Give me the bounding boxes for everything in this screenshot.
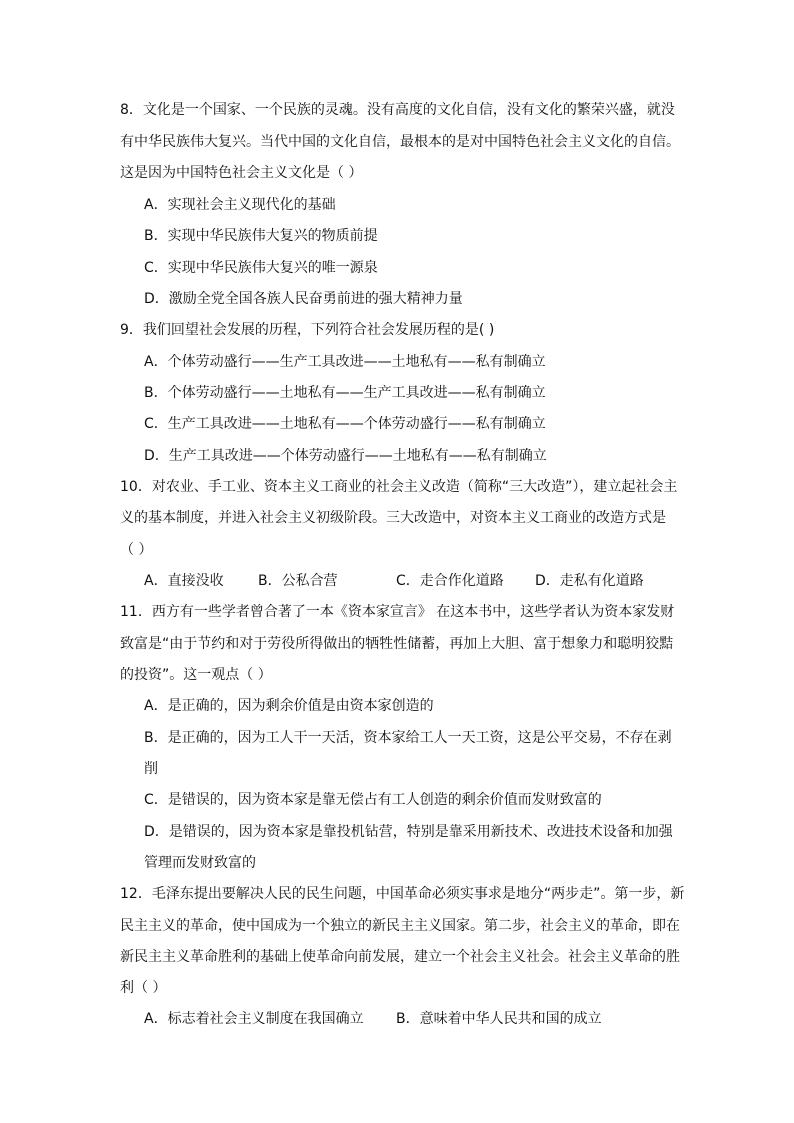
- question-12-stem-line-3: 新民主主义革命胜利的基础上使革命向前发展，建立一个社会主义社会。社会主义革命的胜: [120, 949, 680, 965]
- question-12-stem-line-2: 民主主义的革命，使中国成为一个独立的新民主主义国家。第二步，社会主义的革命，即在: [120, 918, 680, 934]
- question-11-option-d-line-2[interactable]: 管理而发财致富的: [144, 855, 256, 871]
- question-12-stem-line-1: 12．毛泽东提出要解决人民的民生问题，中国革命必须实事求是地分“两步走”。第一步，新: [120, 886, 685, 902]
- question-11-option-d-line-1[interactable]: D．是错误的，因为资本家是靠投机钻营，特别是靠采用新技术、改进技术设备和加强: [144, 824, 673, 840]
- question-10-stem-line-3: （ ）: [120, 542, 153, 558]
- question-10-option-c[interactable]: C．走合作化道路: [396, 573, 504, 589]
- question-9-option-b[interactable]: B．个体劳动盛行——土地私有——生产工具改进——私有制确立: [144, 385, 546, 401]
- question-10-stem-line-2: 义的基本制度，并进入社会主义初级阶段。三大改造中，对资本主义工商业的改造方式是: [120, 510, 666, 526]
- question-11-option-b-line-1[interactable]: B．是正确的，因为工人干一天活，资本家给工人一天工资，这是公平交易，不存在剥: [144, 730, 672, 746]
- question-11-stem-line-2: 致富是“由于节约和对于劳役所得做出的牺牲性储蓄，再加上大胆、富于想象力和聪明狡黠: [120, 636, 674, 652]
- question-10-option-a[interactable]: A．直接没收: [144, 573, 224, 589]
- question-10-stem-line-1: 10．对农业、手工业、资本主义工商业的社会主义改造（简称“三大改造”），建立起社会主: [120, 479, 678, 495]
- question-8-stem-line-3: 这是因为中国特色社会主义文化是（ ）: [120, 165, 363, 181]
- question-8-option-a[interactable]: A．实现社会主义现代化的基础: [144, 197, 336, 213]
- question-9-option-c[interactable]: C．生产工具改进——土地私有——个体劳动盛行——私有制确立: [144, 416, 546, 432]
- question-8-option-c[interactable]: C．实现中华民族伟大复兴的唯一源泉: [144, 260, 378, 276]
- question-10-options-row: [144, 571, 664, 591]
- question-11-option-b-line-2[interactable]: 削: [144, 761, 158, 777]
- question-9-stem-line-1: 9．我们回望社会发展的历程，下列符合社会发展历程的是( ): [120, 322, 495, 338]
- question-9-option-a[interactable]: A．个体劳动盛行——生产工具改进——土地私有——私有制确立: [144, 354, 546, 370]
- question-8-option-b[interactable]: B．实现中华民族伟大复兴的物质前提: [144, 228, 378, 244]
- question-11-stem-line-1: 11．西方有一些学者曾合著了一本《资本家宣言》 在这本书中，这些学者认为资本家发财: [120, 604, 675, 620]
- question-10-option-d[interactable]: D．走私有化道路: [535, 573, 644, 589]
- question-12-option-b[interactable]: B．意味着中华人民共和国的成立: [396, 1011, 602, 1027]
- question-11-stem-line-3: 的投资”。这一观点（ ）: [120, 667, 272, 683]
- question-11-option-c[interactable]: C．是错误的，因为资本家是靠无偿占有工人创造的剩余价值而发财致富的: [144, 792, 602, 808]
- question-9-option-d[interactable]: D．生产工具改进——个体劳动盛行——土地私有——私有制确立: [144, 448, 547, 464]
- question-8-option-d[interactable]: D．激励全党全国各族人民奋勇前进的强大精神力量: [144, 291, 463, 307]
- question-8-stem-line-2: 有中华民族伟大复兴。当代中国的文化自信，最根本的是对中国特色社会主义文化的自信。: [120, 134, 680, 150]
- question-12-options-row: [144, 1009, 644, 1029]
- question-8-stem-line-1: 8．文化是一个国家、一个民族的灵魂。没有高度的文化自信，没有文化的繁荣兴盛，就没: [120, 102, 675, 118]
- question-10-option-b[interactable]: B．公私合营: [258, 573, 338, 589]
- question-12-stem-line-4: 利（ ）: [120, 980, 167, 996]
- question-12-option-a[interactable]: A．标志着社会主义制度在我国确立: [144, 1011, 364, 1027]
- question-11-option-a[interactable]: A．是正确的，因为剩余价值是由资本家创造的: [144, 698, 434, 714]
